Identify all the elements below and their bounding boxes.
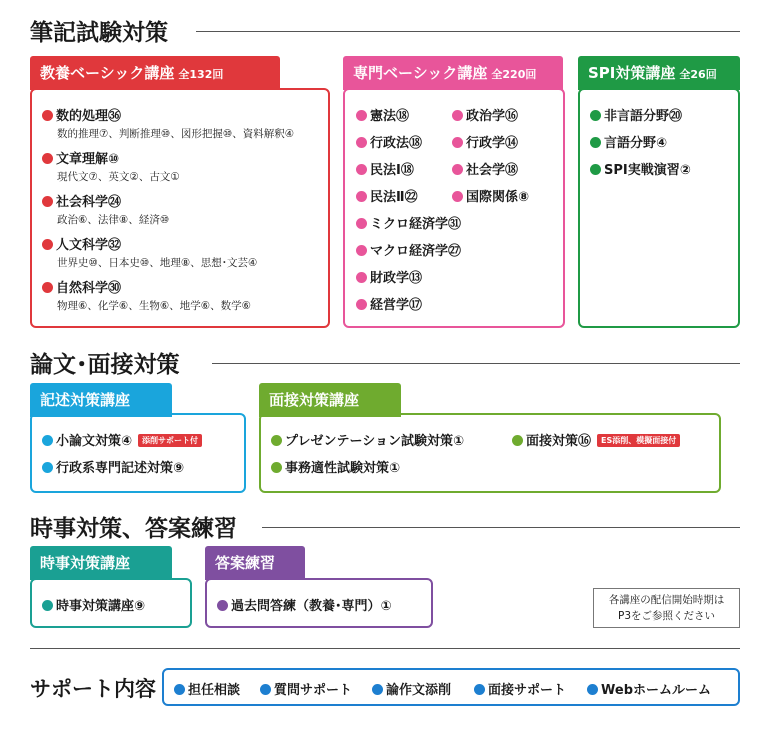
list-item: 経営学⑰ [356,294,422,313]
bullet-dot-icon [452,137,463,148]
bullet-dot-icon [42,110,53,121]
list-item: 面接対策⑯ ES添削、模擬面接付 [512,430,680,449]
toan-tab: 答案練習 [205,546,305,580]
support-item: 質問サポート [260,679,352,698]
bullet-dot-icon [356,272,367,283]
bullet-dot-icon [590,164,601,175]
spi-tab [578,56,740,90]
list-item: 国際関係⑧ [452,186,529,205]
list-item: マクロ経済学㉗ [356,240,461,259]
list-item-detail: 数的推理⑦、判断推理⑩、図形把握⑩、資料解釈④ [57,128,295,140]
bullet-dot-icon [356,191,367,202]
spi-box [578,88,740,328]
bullet-dot-icon [590,110,601,121]
list-item: 言語分野④ [590,132,667,151]
bullet-dot-icon [356,299,367,310]
list-item: 文章理解⑩ [42,148,119,167]
bullet-dot-icon [42,282,53,293]
bullet-dot-icon [512,435,523,446]
section-divider [30,648,740,649]
bullet-dot-icon [452,191,463,202]
list-item: 人文科学㉜ [42,234,121,253]
list-item: 時事対策講座⑨ [42,595,145,614]
list-item: 行政系専門記述対策⑨ [42,457,184,476]
list-item: 自然科学㉚ [42,277,121,296]
support-item: 担任相談 [174,679,240,698]
senmon-basic-box [343,88,565,328]
list-item: 民法Ⅱ㉒ [356,186,418,205]
list-item: ミクロ経済学㉛ [356,213,461,232]
support-item: Webホームルーム [587,679,711,698]
support-item: 論作文添削 [372,679,451,698]
bullet-dot-icon [260,684,271,695]
note-line-2: P3をご参照ください [617,610,715,622]
list-item: 社会学⑱ [452,159,518,178]
bullet-dot-icon [452,110,463,121]
schedule-note [593,588,740,628]
bullet-dot-icon [42,239,53,250]
list-item-detail: 政治⑥、法律⑧、経済⑩ [57,214,170,226]
bullet-dot-icon [42,153,53,164]
spi-count: 全26回 [679,68,717,81]
kijutsu-tab: 記述対策講座 [30,383,172,417]
section-divider [262,527,740,528]
jiji-tab: 時事対策講座 [30,546,172,580]
list-item: 行政法⑱ [356,132,422,151]
bullet-dot-icon [174,684,185,695]
list-item-detail: 物理⑥、化学⑥、生物⑥、地学⑥、数学⑥ [57,300,252,312]
bullet-dot-icon [356,218,367,229]
support-title: サポート内容 [30,677,156,701]
list-item: 過去問答練（教養･専門）① [217,595,392,614]
kyoyo-basic-tab [30,56,280,90]
bullet-dot-icon [587,684,598,695]
bullet-dot-icon [356,110,367,121]
mensetsu-box [259,413,721,493]
senmon-basic-title: 専門ベーシック講座 [353,64,488,82]
bullet-dot-icon [271,462,282,473]
list-item-detail: 現代文⑦、英文②、古文① [57,171,180,183]
list-item-detail: 世界史⑩、日本史⑩、地理⑧、思想･文芸④ [57,257,258,269]
bullet-dot-icon [452,164,463,175]
kyoyo-basic-title: 教養ベーシック講座 [40,64,175,82]
bullet-dot-icon [372,684,383,695]
spi-title: SPI対策講座 [588,64,676,82]
list-item: 数的処理㊱ [42,105,121,124]
list-item: 事務適性試験対策① [271,457,400,476]
section-divider [196,31,740,32]
bullet-dot-icon [271,435,282,446]
bullet-dot-icon [42,462,53,473]
list-item: 財政学⑬ [356,267,422,286]
bullet-dot-icon [590,137,601,148]
list-item: 民法Ⅰ⑱ [356,159,414,178]
bullet-dot-icon [42,435,53,446]
section-title-essay-interview: 論文･面接対策 [30,352,180,378]
mensetsu-tab: 面接対策講座 [259,383,401,417]
senmon-basic-tab [343,56,563,90]
list-item: 政治学⑯ [452,105,518,124]
list-item: 行政学⑭ [452,132,518,151]
bullet-dot-icon [474,684,485,695]
list-item: 小論文対策④ 添削サポート付 [42,430,202,449]
bullet-dot-icon [356,164,367,175]
bullet-dot-icon [356,137,367,148]
section-divider [212,363,740,364]
section-title-written: 筆記試験対策 [30,20,168,46]
badge-es: ES添削、模擬面接付 [597,434,680,447]
senmon-basic-count: 全220回 [491,68,537,81]
bullet-dot-icon [42,600,53,611]
kyoyo-basic-count: 全132回 [178,68,224,81]
list-item: 社会科学㉔ [42,191,121,210]
bullet-dot-icon [42,196,53,207]
badge-tensaku: 添削サポート付 [138,434,202,447]
list-item: プレゼンテーション試験対策① [271,430,464,449]
kijutsu-box [30,413,246,493]
section-title-current-affairs: 時事対策、答案練習 [30,516,237,542]
note-line-1: 各講座の配信開始時期は [608,594,725,606]
bullet-dot-icon [356,245,367,256]
list-item: 憲法⑱ [356,105,409,124]
bullet-dot-icon [217,600,228,611]
support-item: 面接サポート [474,679,566,698]
list-item: SPI実戦演習② [590,159,691,178]
list-item: 非言語分野⑳ [590,105,682,124]
